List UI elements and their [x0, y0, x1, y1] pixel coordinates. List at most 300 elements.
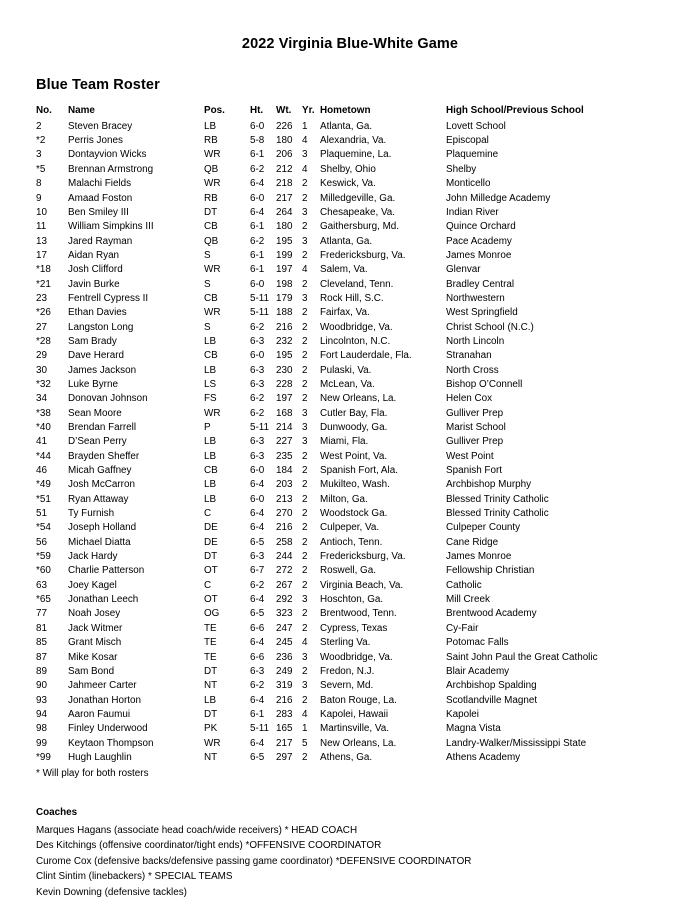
player-position: LB [204, 450, 217, 462]
player-height: 6-4 [250, 206, 265, 218]
player-name: Javin Burke [68, 278, 120, 290]
player-year: 2 [302, 364, 308, 376]
player-position: TE [204, 622, 217, 634]
player-number: *38 [36, 407, 51, 419]
player-weight: 213 [276, 493, 293, 505]
player-hometown: Plaquemine, La. [320, 149, 392, 161]
player-height: 6-2 [250, 393, 265, 405]
player-number: 99 [36, 737, 47, 749]
player-year: 4 [302, 163, 308, 175]
player-height: 6-5 [250, 536, 265, 548]
player-name: William Simpkins III [68, 221, 154, 233]
player-name: Aaron Faumui [68, 708, 131, 720]
player-name: Ethan Davies [68, 307, 127, 319]
player-height: 6-2 [250, 680, 265, 692]
table-row [36, 476, 672, 490]
player-position: OT [204, 565, 218, 577]
player-hometown: Atlanta, Ga. [320, 120, 373, 132]
player-year: 2 [302, 378, 308, 390]
player-weight: 197 [276, 393, 293, 405]
player-high-school: North Lincoln [446, 335, 505, 347]
player-hometown: Cypress, Texas [320, 622, 388, 634]
player-name: Grant Misch [68, 637, 122, 649]
player-high-school: Scotlandville Magnet [446, 694, 538, 706]
player-year: 3 [302, 206, 308, 218]
player-high-school: Monticello [446, 178, 491, 190]
player-name: Josh Clifford [68, 264, 123, 276]
player-name: Jonathan Leech [68, 594, 139, 606]
player-high-school: Marist School [446, 422, 506, 433]
player-hometown: Atlanta, Ga. [320, 235, 373, 247]
document-title: 2022 Virginia Blue-White Game [241, 36, 459, 52]
player-hometown: Woodbridge, Va. [320, 321, 393, 333]
player-height: 6-1 [250, 249, 265, 261]
player-hometown: Dunwoody, Ga. [320, 422, 388, 433]
player-number: *51 [36, 493, 51, 505]
player-number: *32 [36, 378, 51, 390]
table-row [36, 246, 672, 260]
player-hometown: Gaithersburg, Md. [320, 221, 400, 233]
player-number: *40 [36, 422, 51, 433]
player-year: 2 [302, 479, 308, 491]
player-weight: 292 [276, 594, 293, 606]
player-position: WR [204, 737, 221, 749]
coach-list-item: Kevin Downing (defensive tackles) [36, 886, 187, 898]
player-year: 3 [302, 235, 308, 247]
player-year: 3 [302, 407, 308, 419]
player-height: 6-0 [250, 493, 265, 505]
player-number: 81 [36, 622, 47, 634]
player-year: 3 [302, 680, 308, 692]
player-high-school: Blair Academy [446, 665, 510, 677]
player-high-school: Cy-Fair [446, 622, 479, 634]
player-position: S [204, 249, 211, 261]
player-height: 6-1 [250, 264, 265, 276]
player-hometown: Miami, Fla. [320, 436, 369, 448]
player-height: 6-3 [250, 378, 265, 390]
player-number: 10 [36, 206, 47, 218]
player-position: WR [204, 264, 221, 276]
player-number: 46 [36, 465, 47, 477]
player-number: 94 [36, 708, 47, 720]
player-number: 29 [36, 350, 47, 362]
player-weight: 199 [276, 249, 293, 261]
player-hometown: McLean, Va. [320, 378, 375, 390]
player-name: Malachi Fields [68, 178, 132, 190]
player-number: 41 [36, 436, 47, 448]
player-high-school: Athens Academy [446, 751, 521, 763]
player-hometown: Fairfax, Va. [320, 307, 370, 319]
player-name: Micah Gaffney [68, 465, 132, 477]
player-position: NT [204, 680, 218, 692]
column-header-pos: Pos. [204, 105, 225, 117]
player-height: 6-2 [250, 235, 265, 247]
table-row [36, 146, 672, 160]
player-name: Noah Josey [68, 608, 121, 620]
player-position: CB [204, 292, 218, 304]
player-height: 6-4 [250, 694, 265, 706]
player-year: 2 [302, 508, 308, 520]
player-year: 2 [302, 565, 308, 577]
player-year: 1 [302, 723, 308, 735]
player-position: CB [204, 465, 218, 477]
player-weight: 270 [276, 508, 293, 520]
player-year: 2 [302, 551, 308, 563]
player-year: 3 [302, 292, 308, 304]
player-weight: 195 [276, 350, 293, 362]
player-name: Jared Rayman [68, 235, 133, 247]
player-height: 6-5 [250, 751, 265, 763]
player-year: 4 [302, 264, 308, 276]
player-height: 6-4 [250, 178, 265, 190]
player-name: Steven Bracey [68, 120, 133, 132]
player-number: *2 [36, 135, 46, 147]
player-height: 6-3 [250, 450, 265, 462]
player-number: 77 [36, 608, 47, 620]
player-high-school: West Springfield [446, 307, 518, 319]
player-weight: 165 [276, 723, 293, 735]
player-high-school: Potomac Falls [446, 637, 509, 649]
player-year: 2 [302, 751, 308, 763]
player-name: Dave Herard [68, 350, 124, 362]
player-height: 6-2 [250, 163, 265, 175]
player-year: 2 [302, 536, 308, 548]
player-weight: 212 [276, 163, 293, 175]
column-header-yr: Yr. [302, 105, 315, 117]
player-year: 2 [302, 522, 308, 534]
player-weight: 249 [276, 665, 293, 677]
player-name: Dontayvion Wicks [68, 149, 147, 161]
player-high-school: Culpeper County [446, 522, 521, 534]
player-weight: 216 [276, 321, 293, 333]
player-height: 6-3 [250, 436, 265, 448]
player-height: 6-3 [250, 665, 265, 677]
table-row [36, 361, 672, 375]
player-weight: 235 [276, 450, 293, 462]
player-name: Jonathan Horton [68, 694, 142, 706]
player-weight: 216 [276, 694, 293, 706]
table-row [36, 648, 672, 662]
player-hometown: Fredericksburg, Va. [320, 551, 406, 563]
table-row [36, 691, 672, 705]
player-height: 6-6 [250, 651, 265, 663]
player-name: James Jackson [68, 364, 137, 376]
coach-list-item: Curome Cox (defensive backs/defensive passing game coordinator) *DEFENSIVE COORDINATOR [36, 855, 472, 867]
player-number: 98 [36, 723, 47, 735]
table-row [36, 419, 672, 433]
table-row [36, 576, 672, 590]
table-row [36, 232, 672, 246]
table-row [36, 591, 672, 605]
player-number: *44 [36, 450, 51, 462]
player-weight: 197 [276, 264, 293, 276]
player-weight: 179 [276, 292, 293, 304]
player-position: C [204, 508, 212, 520]
player-weight: 218 [276, 178, 293, 190]
player-weight: 227 [276, 436, 293, 448]
player-name: Jack Witmer [68, 622, 123, 634]
player-name: Ty Furnish [68, 508, 115, 520]
player-high-school: Kapolei [446, 708, 479, 720]
column-header-wt: Wt. [276, 105, 292, 117]
player-hometown: Fredon, N.J. [320, 665, 375, 677]
player-year: 2 [302, 278, 308, 290]
player-number: 9 [36, 192, 42, 204]
player-position: C [204, 579, 212, 591]
player-height: 6-2 [250, 407, 265, 419]
player-height: 5-11 [250, 292, 270, 304]
player-high-school: James Monroe [446, 551, 512, 563]
player-position: DT [204, 551, 218, 563]
player-name: Aidan Ryan [68, 249, 120, 261]
player-position: WR [204, 407, 221, 419]
player-hometown: Mukilteo, Wash. [320, 479, 390, 491]
player-position: WR [204, 307, 221, 319]
player-weight: 198 [276, 278, 293, 290]
player-high-school: North Cross [446, 364, 499, 376]
table-row [36, 318, 672, 332]
table-row [36, 333, 672, 347]
coaches-heading: Coaches [36, 807, 78, 819]
table-row [36, 289, 672, 303]
player-year: 2 [302, 249, 308, 261]
player-height: 6-0 [250, 278, 265, 290]
player-position: WR [204, 149, 221, 161]
player-hometown: Virginia Beach, Va. [320, 579, 404, 591]
player-position: QB [204, 163, 219, 175]
player-year: 2 [302, 178, 308, 190]
player-weight: 245 [276, 637, 293, 649]
player-name: Fentrell Cypress II [68, 292, 149, 304]
table-header-row [36, 102, 672, 117]
player-weight: 180 [276, 221, 293, 233]
table-row [36, 261, 672, 275]
player-height: 6-2 [250, 321, 265, 333]
roster-table [36, 102, 672, 763]
player-year: 2 [302, 450, 308, 462]
player-high-school: Gulliver Prep [446, 436, 504, 448]
player-position: RB [204, 135, 218, 147]
player-weight: 236 [276, 651, 293, 663]
player-position: LS [204, 378, 217, 390]
player-number: 11 [36, 221, 47, 233]
player-number: 93 [36, 694, 47, 706]
player-height: 6-4 [250, 508, 265, 520]
player-hometown: Hoschton, Ga. [320, 594, 384, 606]
player-year: 2 [302, 350, 308, 362]
player-weight: 217 [276, 737, 293, 749]
player-high-school: Quince Orchard [446, 221, 516, 233]
player-height: 6-3 [250, 364, 265, 376]
player-hometown: Culpeper, Va. [320, 522, 380, 534]
player-number: 3 [36, 149, 42, 161]
player-year: 2 [302, 335, 308, 347]
player-height: 6-0 [250, 465, 265, 477]
coaches-list [0, 820, 700, 901]
player-year: 4 [302, 637, 308, 649]
player-weight: 267 [276, 579, 293, 591]
player-height: 5-8 [250, 135, 265, 147]
player-height: 6-6 [250, 622, 265, 634]
player-height: 6-0 [250, 120, 265, 132]
player-height: 6-3 [250, 551, 265, 563]
table-row [36, 720, 672, 734]
player-position: OT [204, 594, 218, 606]
table-row [36, 304, 672, 318]
player-name: Amaad Foston [68, 192, 133, 204]
player-number: *65 [36, 594, 51, 606]
player-name: Jack Hardy [68, 551, 118, 563]
player-weight: 264 [276, 206, 293, 218]
player-high-school: Blessed Trinity Catholic [446, 493, 549, 505]
player-weight: 230 [276, 364, 293, 376]
player-high-school: Lovett School [446, 120, 506, 132]
player-weight: 206 [276, 149, 293, 161]
player-position: PK [204, 723, 218, 735]
player-high-school: Catholic [446, 579, 482, 591]
player-weight: 195 [276, 235, 293, 247]
table-row [36, 462, 672, 476]
roster-footnote: * Will play for both rosters [36, 767, 149, 779]
player-name: Perris Jones [68, 135, 123, 147]
player-hometown: Athens, Ga. [320, 751, 373, 763]
player-position: RB [204, 192, 218, 204]
player-name: Keytaon Thompson [68, 737, 154, 749]
player-weight: 228 [276, 378, 293, 390]
table-row [36, 390, 672, 404]
player-number: *26 [36, 307, 51, 319]
player-position: DT [204, 708, 218, 720]
table-row [36, 662, 672, 676]
player-weight: 184 [276, 465, 293, 477]
player-high-school: Blessed Trinity Catholic [446, 508, 549, 520]
player-weight: 168 [276, 407, 293, 419]
player-number: 2 [36, 120, 42, 132]
player-hometown: Roswell, Ga. [320, 565, 376, 577]
player-year: 1 [302, 120, 308, 132]
player-position: FS [204, 393, 217, 405]
player-position: CB [204, 221, 218, 233]
player-hometown: Rock Hill, S.C. [320, 292, 384, 304]
player-high-school: Plaquemine [446, 149, 499, 161]
player-hometown: Lincolnton, N.C. [320, 335, 391, 347]
player-name: Brayden Sheffer [68, 450, 140, 462]
player-hometown: Cleveland, Tenn. [320, 278, 394, 290]
player-hometown: New Orleans, La. [320, 393, 397, 405]
player-position: DE [204, 522, 218, 534]
table-row [36, 490, 672, 504]
player-high-school: Northwestern [446, 292, 505, 304]
player-height: 5-11 [250, 723, 270, 735]
player-position: CB [204, 350, 218, 362]
player-high-school: Gulliver Prep [446, 407, 504, 419]
player-year: 2 [302, 493, 308, 505]
player-high-school: Stranahan [446, 350, 492, 362]
player-height: 6-7 [250, 565, 265, 577]
player-hometown: Chesapeake, Va. [320, 206, 396, 218]
table-row [36, 203, 672, 217]
player-number: 51 [36, 508, 47, 520]
player-number: *18 [36, 264, 51, 276]
player-height: 6-4 [250, 637, 265, 649]
player-year: 2 [302, 307, 308, 319]
player-position: TE [204, 637, 217, 649]
player-hometown: Fredericksburg, Va. [320, 249, 406, 261]
table-row [36, 117, 672, 131]
player-weight: 232 [276, 335, 293, 347]
player-high-school: Christ School (N.C.) [446, 321, 534, 333]
roster-table-body [36, 117, 672, 762]
table-row [36, 734, 672, 748]
player-hometown: Alexandria, Va. [320, 135, 387, 147]
table-row [36, 275, 672, 289]
player-height: 6-3 [250, 335, 265, 347]
player-position: S [204, 321, 211, 333]
player-number: 63 [36, 579, 47, 591]
player-hometown: New Orleans, La. [320, 737, 397, 749]
player-number: 17 [36, 249, 47, 261]
player-year: 5 [302, 737, 308, 749]
player-number: 30 [36, 364, 47, 376]
table-row [36, 175, 672, 189]
player-year: 2 [302, 694, 308, 706]
player-name: Josh McCarron [68, 479, 135, 491]
table-row [36, 433, 672, 447]
player-name: Mike Kosar [68, 651, 118, 663]
player-height: 6-0 [250, 350, 265, 362]
player-high-school: Saint John Paul the Great Catholic [446, 651, 598, 663]
player-hometown: West Point, Va. [320, 450, 388, 462]
player-hometown: Cutler Bay, Fla. [320, 407, 388, 419]
player-hometown: Antioch, Tenn. [320, 536, 383, 548]
player-name: Brendan Farrell [68, 422, 137, 433]
player-height: 6-1 [250, 708, 265, 720]
table-row [36, 132, 672, 146]
player-high-school: Bradley Central [446, 278, 515, 290]
table-row [36, 505, 672, 519]
player-weight: 180 [276, 135, 293, 147]
player-name: Luke Byrne [68, 378, 118, 390]
player-position: LB [204, 493, 217, 505]
player-number: 56 [36, 536, 47, 548]
player-name: Ryan Attaway [68, 493, 129, 505]
player-weight: 283 [276, 708, 293, 720]
player-year: 3 [302, 436, 308, 448]
table-row [36, 634, 672, 648]
player-weight: 203 [276, 479, 293, 491]
table-row [36, 533, 672, 547]
player-position: DT [204, 665, 218, 677]
player-year: 2 [302, 192, 308, 204]
table-row [36, 447, 672, 461]
player-high-school: Indian River [446, 206, 499, 218]
player-year: 3 [302, 651, 308, 663]
column-header-ht: Ht. [250, 105, 264, 117]
table-row [36, 705, 672, 719]
player-year: 3 [302, 422, 308, 433]
player-weight: 319 [276, 680, 293, 692]
player-height: 6-4 [250, 522, 265, 534]
player-number: 8 [36, 178, 42, 190]
player-number: 87 [36, 651, 47, 663]
player-height: 6-4 [250, 737, 265, 749]
player-hometown: Fort Lauderdale, Fla. [320, 350, 412, 362]
player-position: NT [204, 751, 218, 763]
player-high-school: West Point [446, 450, 494, 462]
table-row [36, 562, 672, 576]
section-heading-blue-team-roster: Blue Team Roster [36, 77, 160, 93]
player-year: 3 [302, 149, 308, 161]
